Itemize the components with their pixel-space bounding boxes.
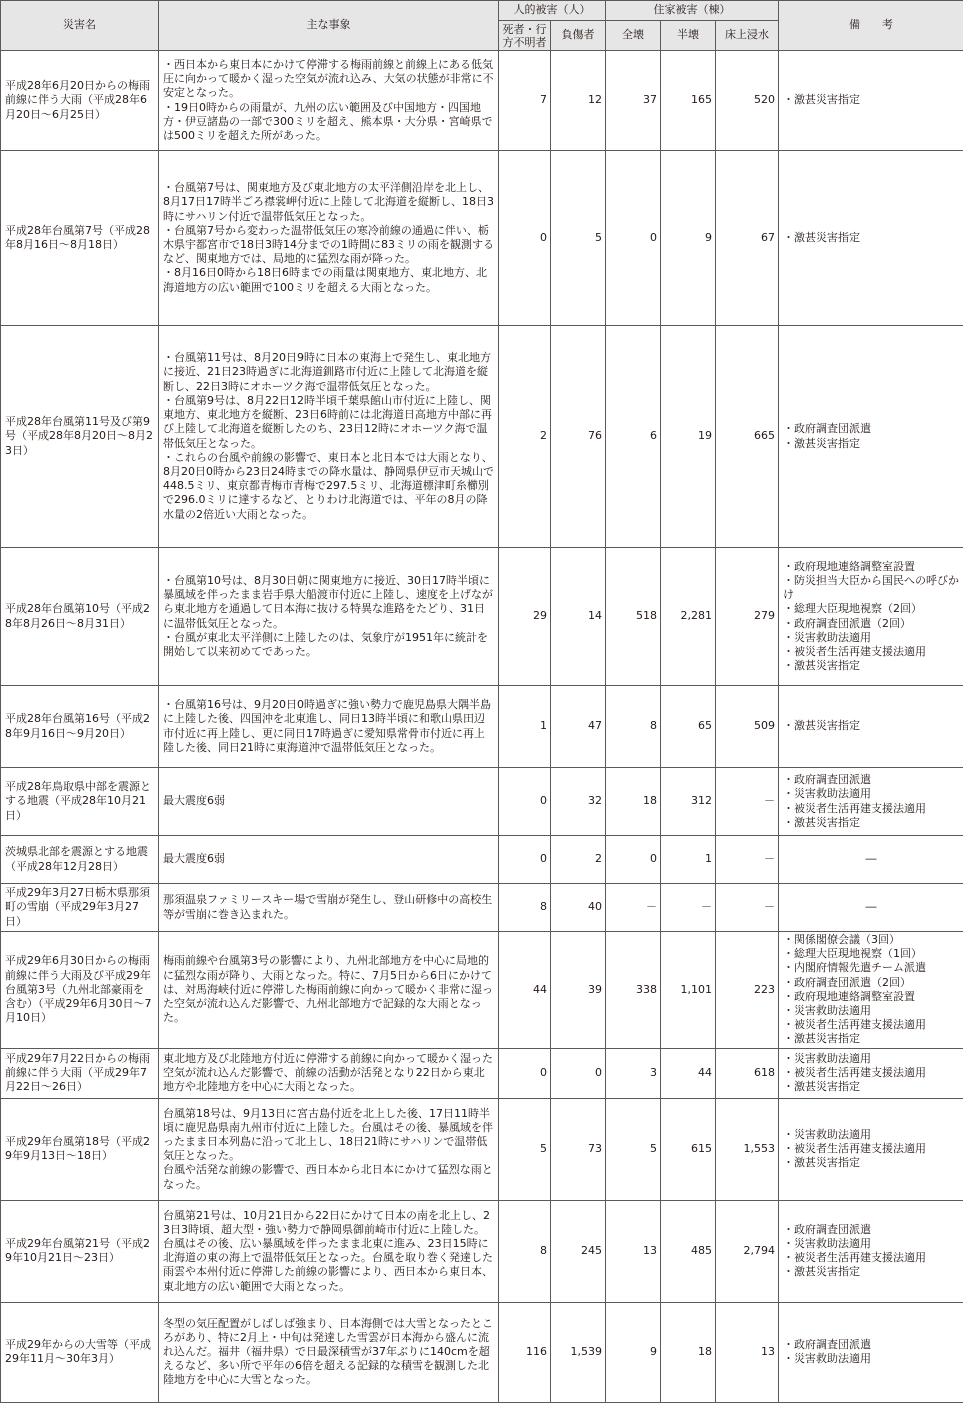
event-description-cell: 冬型の気圧配置がしばしば強まり、日本海側では大雪となったところがあり、特に2月上・中旬は発達した雪雲が日本海から盛んに流れ込んだ。福井（福井県）で日最深積雪が37年ぶりに140cmを超えるなど、多い所で平年の6倍を超える記録的な積雪を観測した北陸地方を中心に大雪となった。 (159, 1302, 499, 1402)
injured-cell: 40 (551, 884, 606, 932)
injured-cell: 14 (551, 548, 606, 686)
table-row (1, 932, 963, 1049)
dead-missing-cell: 44 (499, 932, 551, 1049)
disaster-name-cell: 平成29年台風第21号（平成29年10月21日～23日） (1, 1200, 159, 1302)
header-event: 主な事象 (159, 1, 499, 51)
dead-missing-cell: 0 (499, 151, 551, 326)
remarks-cell: ― (779, 884, 963, 932)
injured-cell: 5 (551, 151, 606, 326)
event-description-cell: 台風第18号は、9月13日に宮古島付近を北上した後、17日11時半頃に鹿児島県南九州市付近に上陸した。台風はその後、暴風域を伴ったまま日本列島に沿って北上し、18日21時にサハリンで温帯低気圧となった。 台風や活発な前線の影響で、西日本から北日本にかけて猛烈な雨となった。 (159, 1098, 499, 1200)
remarks-cell: ・政府現地連絡調整室設置 ・防災担当大臣から国民への呼びかけ ・総理大臣現地視察（2回） ・政府調査団派遣（2回） ・災害救助法適用 ・被災者生活再建支援法適用 ・激甚災害指定 (779, 548, 963, 686)
dead-missing-cell: 8 (499, 884, 551, 932)
table-row (1, 768, 963, 836)
injured-cell: 2 (551, 836, 606, 884)
header-name: 災害名 (1, 1, 159, 51)
half-collapse-cell: 44 (661, 1048, 716, 1098)
flood-cell: 13 (716, 1302, 779, 1402)
remarks-cell: ・激甚災害指定 (779, 151, 963, 326)
flood-cell: － (716, 884, 779, 932)
injured-cell: 12 (551, 51, 606, 151)
table-row (1, 151, 963, 326)
remarks-cell: ・政府調査団派遣 ・激甚災害指定 (779, 326, 963, 548)
disaster-name-cell: 平成28年台風第16号（平成28年9月16日～9月20日） (1, 686, 159, 768)
remarks-cell: ・激甚災害指定 (779, 686, 963, 768)
half-collapse-cell: 485 (661, 1200, 716, 1302)
event-description-cell: 梅雨前線や台風第3号の影響により、九州北部地方を中心に局地的に猛烈な雨が降り、大雨となった。特に、7月5日から6日にかけては、対馬海峡付近に停滞した梅雨前線に向かって暖かく非常に湿った空気が流れ込んだ影響で、九州北部地方で記録的な大雨となった。 (159, 932, 499, 1049)
flood-cell: － (716, 836, 779, 884)
dead-missing-cell: 2 (499, 326, 551, 548)
event-description-cell: ・台風第7号は、関東地方及び東北地方の太平洋側沿岸を北上し、8月17日17時半ごろ襟裳岬付近に上陸して北海道を縦断し、18日3時にサハリン付近で温帯低気圧となった。 ・台風第7号から変わった温帯低気圧の寒冷前線の通過に伴い、栃木県宇都宮市で18日3時14分までの1時間に83ミリの雨を観測するなど、関東地方では、局地的に猛烈な雨が降った。 ・8月16日0時から18日6時までの雨量は関東地方、東北地方、北海道地方の広い範囲で100ミリを超える大雨となった。 (159, 151, 499, 326)
dead-missing-cell: 7 (499, 51, 551, 151)
half-collapse-cell: 2,281 (661, 548, 716, 686)
remarks-cell: ・激甚災害指定 (779, 51, 963, 151)
half-collapse-cell: 312 (661, 768, 716, 836)
header-injured: 負傷者 (551, 21, 606, 51)
header-house-damage: 住家被害（棟） (606, 1, 779, 21)
table-row (1, 836, 963, 884)
table-row (1, 1302, 963, 1402)
event-description-cell: ・台風第16号は、9月20日0時過ぎに強い勢力で鹿児島県大隅半島に上陸した後、四国沖を北東進し、同日13時半頃に和歌山県田辺市付近に再上陸し、更に同日17時過ぎに愛知県常骨市付近に再上陸した後、同日21時に東海道沖で温帯低気圧となった。 (159, 686, 499, 768)
remarks-cell: ・政府調査団派遣 ・災害救助法適用 (779, 1302, 963, 1402)
dead-missing-cell: 1 (499, 686, 551, 768)
dead-missing-cell: 0 (499, 836, 551, 884)
injured-cell: 47 (551, 686, 606, 768)
injured-cell: 39 (551, 932, 606, 1049)
full-collapse-cell: 6 (606, 326, 661, 548)
event-description-cell: ・台風第11号は、8月20日9時に日本の東海上で発生し、東北地方に接近、21日23時過ぎに北海道釧路市付近に上陸して北海道を縦断し、22日3時にオホーツク海で温帯低気圧となった。 ・台風第9号は、8月22日12時半頃千葉県館山市付近に上陸し、関東地方、東北地方を縦断、23日6時前には北海道日高地方中部に再び上陸して北海道を縦断したのち、23日12時にオホーツク海で温帯低気圧となった。 ・これらの台風や前線の影響で、東日本と北日本では大雨となり、8月20日0時から23日24時までの降水量は、静岡県伊豆市天城山で448.5ミリ、東京都青梅市青梅で297.5ミリ、北海道標津町糸櫛別で296.0ミリに達するなど、とりわけ北海道では、平年の8月の降水量の2倍近い大雨となった。 (159, 326, 499, 548)
header-remarks: 備 考 (779, 1, 963, 51)
disaster-name-cell: 茨城県北部を震源とする地震（平成28年12月28日） (1, 836, 159, 884)
disaster-name-cell: 平成29年6月30日からの梅雨前線に伴う大雨及び平成29年台風第3号（九州北部豪雨を含む）（平成29年6月30日～7月10日） (1, 932, 159, 1049)
remarks-cell: ・関係閣僚会議（3回） ・総理大臣現地視察（1回） ・内閣府情報先遣チーム派遣 ・政府調査団派遣（2回） ・政府現地連絡調整室設置 ・災害救助法適用 ・被災者生活再建支援法適用 ・激甚災害指定 (779, 932, 963, 1049)
disaster-name-cell: 平成28年台風第11号及び第9号（平成28年8月20日～8月23日） (1, 326, 159, 548)
event-description-cell: 那須温泉ファミリースキー場で雪崩が発生し、登山研修中の高校生等が雪崩に巻き込まれた。 (159, 884, 499, 932)
table-row (1, 51, 963, 151)
event-description-cell: ・台風第10号は、8月30日朝に関東地方に接近、30日17時半頃に暴風域を伴ったまま岩手県大船渡市付近に上陸し、速度を上げながら東北地方を通過して日本海に抜ける特異な進路をたどり、31日に温帯低気圧となった。 ・台風が東北太平洋側に上陸したのは、気象庁が1951年に統計を開始して以来初めてであった。 (159, 548, 499, 686)
table-row (1, 548, 963, 686)
header-flood-above-floor: 床上浸水 (716, 21, 779, 51)
event-description-cell: 最大震度6弱 (159, 768, 499, 836)
half-collapse-cell: 1 (661, 836, 716, 884)
event-description-cell: 東北地方及び北陸地方付近に停滞する前線に向かって暖かく湿った空気が流れ込んだ影響で、前線の活動が活発となり22日から東北地方や北陸地方を中心に大雨となった。 (159, 1048, 499, 1098)
half-collapse-cell: 1,101 (661, 932, 716, 1049)
remarks-cell: ・災害救助法適用 ・被災者生活再建支援法適用 ・激甚災害指定 (779, 1048, 963, 1098)
injured-cell: 245 (551, 1200, 606, 1302)
half-collapse-cell: 165 (661, 51, 716, 151)
half-collapse-cell: 615 (661, 1098, 716, 1200)
dead-missing-cell: 5 (499, 1098, 551, 1200)
dead-missing-cell: 0 (499, 1048, 551, 1098)
half-collapse-cell: 19 (661, 326, 716, 548)
table-row (1, 1200, 963, 1302)
table-row (1, 884, 963, 932)
injured-cell: 73 (551, 1098, 606, 1200)
full-collapse-cell: － (606, 884, 661, 932)
injured-cell: 1,539 (551, 1302, 606, 1402)
table-row (1, 1098, 963, 1200)
full-collapse-cell: 518 (606, 548, 661, 686)
full-collapse-cell: 5 (606, 1098, 661, 1200)
dead-missing-cell: 0 (499, 768, 551, 836)
table-row (1, 326, 963, 548)
full-collapse-cell: 9 (606, 1302, 661, 1402)
disaster-name-cell: 平成29年からの大雪等（平成29年11月～30年3月） (1, 1302, 159, 1402)
header-human-damage: 人的被害（人） (499, 1, 606, 21)
full-collapse-cell: 0 (606, 151, 661, 326)
disaster-name-cell: 平成28年6月20日からの梅雨前線に伴う大雨（平成28年6月20日～6月25日） (1, 51, 159, 151)
flood-cell: 1,553 (716, 1098, 779, 1200)
disaster-name-cell: 平成28年鳥取県中部を震源とする地震（平成28年10月21日） (1, 768, 159, 836)
disaster-name-cell: 平成28年台風第7号（平成28年8月16日～8月18日） (1, 151, 159, 326)
flood-cell: 279 (716, 548, 779, 686)
event-description-cell: 台風第21号は、10月21日から22日にかけて日本の南を北上し、23日3時頃、超大型・強い勢力で静岡県御前崎市付近に上陸した。台風はその後、広い暴風域を伴ったまま北東に進み、23日15時に北海道の東の海上で温帯低気圧となった。台風を取り巻く発達した雨雲や本州付近に停滞した前線の影響により、西日本から東日本、東北地方の広い範囲で大雨となった。 (159, 1200, 499, 1302)
flood-cell: 665 (716, 326, 779, 548)
flood-cell: 509 (716, 686, 779, 768)
remarks-cell: ・災害救助法適用 ・被災者生活再建支援法適用 ・激甚災害指定 (779, 1098, 963, 1200)
disaster-name-cell: 平成28年台風第10号（平成28年8月26日～8月31日） (1, 548, 159, 686)
half-collapse-cell: 65 (661, 686, 716, 768)
remarks-cell: ― (779, 836, 963, 884)
dead-missing-cell: 29 (499, 548, 551, 686)
full-collapse-cell: 37 (606, 51, 661, 151)
full-collapse-cell: 0 (606, 836, 661, 884)
full-collapse-cell: 8 (606, 686, 661, 768)
injured-cell: 32 (551, 768, 606, 836)
flood-cell: 67 (716, 151, 779, 326)
full-collapse-cell: 3 (606, 1048, 661, 1098)
half-collapse-cell: － (661, 884, 716, 932)
table-row (1, 686, 963, 768)
injured-cell: 0 (551, 1048, 606, 1098)
header-half-collapse: 半壊 (661, 21, 716, 51)
flood-cell: － (716, 768, 779, 836)
injured-cell: 76 (551, 326, 606, 548)
disaster-name-cell: 平成29年台風第18号（平成29年9月13日～18日） (1, 1098, 159, 1200)
flood-cell: 520 (716, 51, 779, 151)
dead-missing-cell: 116 (499, 1302, 551, 1402)
disaster-name-cell: 平成29年7月22日からの梅雨前線に伴う大雨（平成29年7月22日～26日） (1, 1048, 159, 1098)
full-collapse-cell: 18 (606, 768, 661, 836)
disaster-name-cell: 平成29年3月27日栃木県那須町の雪崩（平成29年3月27日） (1, 884, 159, 932)
flood-cell: 618 (716, 1048, 779, 1098)
header-dead-missing: 死者・行方不明者 (499, 21, 551, 51)
flood-cell: 223 (716, 932, 779, 1049)
half-collapse-cell: 18 (661, 1302, 716, 1402)
dead-missing-cell: 8 (499, 1200, 551, 1302)
event-description-cell: ・西日本から東日本にかけて停滞する梅雨前線と前線上にある低気圧に向かって暖かく湿った空気が流れ込み、大気の状態が非常に不安定となった。 ・19日0時からの雨量が、九州の広い範囲及び中国地方・四国地方・伊豆諸島の一部で300ミリを超え、熊本県・大分県・宮崎県では500ミリを超えた所があった。 (159, 51, 499, 151)
header-full-collapse: 全壊 (606, 21, 661, 51)
table-row (1, 1048, 963, 1098)
half-collapse-cell: 9 (661, 151, 716, 326)
full-collapse-cell: 13 (606, 1200, 661, 1302)
remarks-cell: ・政府調査団派遣 ・災害救助法適用 ・被災者生活再建支援法適用 ・激甚災害指定 (779, 1200, 963, 1302)
remarks-cell: ・政府調査団派遣 ・災害救助法適用 ・被災者生活再建支援法適用 ・激甚災害指定 (779, 768, 963, 836)
full-collapse-cell: 338 (606, 932, 661, 1049)
event-description-cell: 最大震度6弱 (159, 836, 499, 884)
flood-cell: 2,794 (716, 1200, 779, 1302)
